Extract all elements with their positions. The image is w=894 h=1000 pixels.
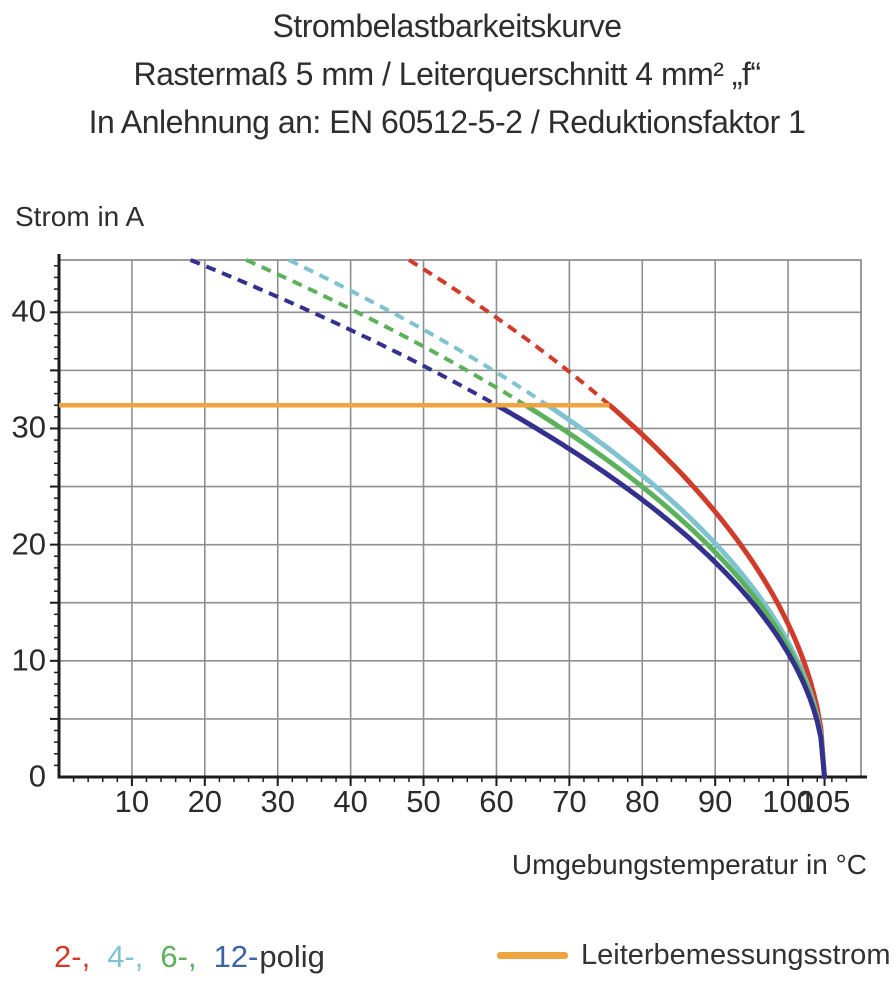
- curve-12-polig-solid: [497, 405, 825, 777]
- x-tick-label-70: 70: [552, 784, 587, 819]
- x-tick-label-90: 90: [697, 784, 733, 819]
- plot-frame: [59, 260, 861, 777]
- x-tick-label-20: 20: [187, 784, 223, 819]
- x-tick-label-30: 30: [260, 784, 295, 819]
- legend-rated-current: [497, 939, 890, 972]
- curve-6-polig-solid: [526, 405, 825, 777]
- x-tick-label-80: 80: [625, 784, 660, 819]
- x-axis-title: Umgebungstemperatur in °C: [511, 849, 867, 880]
- y-tick-label-30: 30: [11, 409, 46, 445]
- legend-polig-suffix: polig: [259, 939, 325, 974]
- title-line-1: Strombelastbarkeitskurve: [272, 8, 622, 44]
- legend-item-4-polig: 4-,: [107, 939, 144, 974]
- derating-curves: [191, 260, 825, 777]
- legend-item-6-polig: 6-,: [160, 939, 197, 974]
- legend-item-2-polig: 2-,: [54, 939, 91, 974]
- legend-item-12-polig: 12-: [213, 939, 259, 974]
- rated-current-label: Leiterbemessungsstrom: [581, 939, 891, 971]
- x-tick-label-60: 60: [479, 784, 514, 819]
- x-tick-label-10: 10: [114, 784, 150, 819]
- y-axis-title: Strom in A: [15, 201, 145, 232]
- curve-12-polig-dashed: [191, 260, 497, 405]
- y-tick-label-10: 10: [11, 642, 46, 678]
- x-tick-label-105: 105: [798, 784, 851, 819]
- curve-4-polig-dashed: [289, 260, 548, 405]
- curve-2-polig-dashed: [409, 260, 610, 405]
- legend-pole-counts: [54, 939, 325, 975]
- x-tick-label-50: 50: [406, 784, 441, 819]
- rated-current-line-swatch: [497, 952, 568, 959]
- title-line-2: Rastermaß 5 mm / Leiterquerschnitt 4 mm² „f“: [133, 56, 761, 92]
- y-tick-label-20: 20: [11, 525, 46, 561]
- x-tick-label-40: 40: [333, 784, 368, 819]
- y-tick-label-40: 40: [11, 293, 46, 329]
- title-line-3: In Anlehnung an: EN 60512-5-2 / Reduktionsfaktor 1: [88, 104, 806, 140]
- curve-6-polig-dashed: [246, 260, 525, 405]
- y-tick-label-0: 0: [28, 758, 46, 794]
- x-tick-label-100: 100: [762, 784, 814, 819]
- gridlines: [59, 260, 861, 777]
- axis-lines: [58, 254, 868, 779]
